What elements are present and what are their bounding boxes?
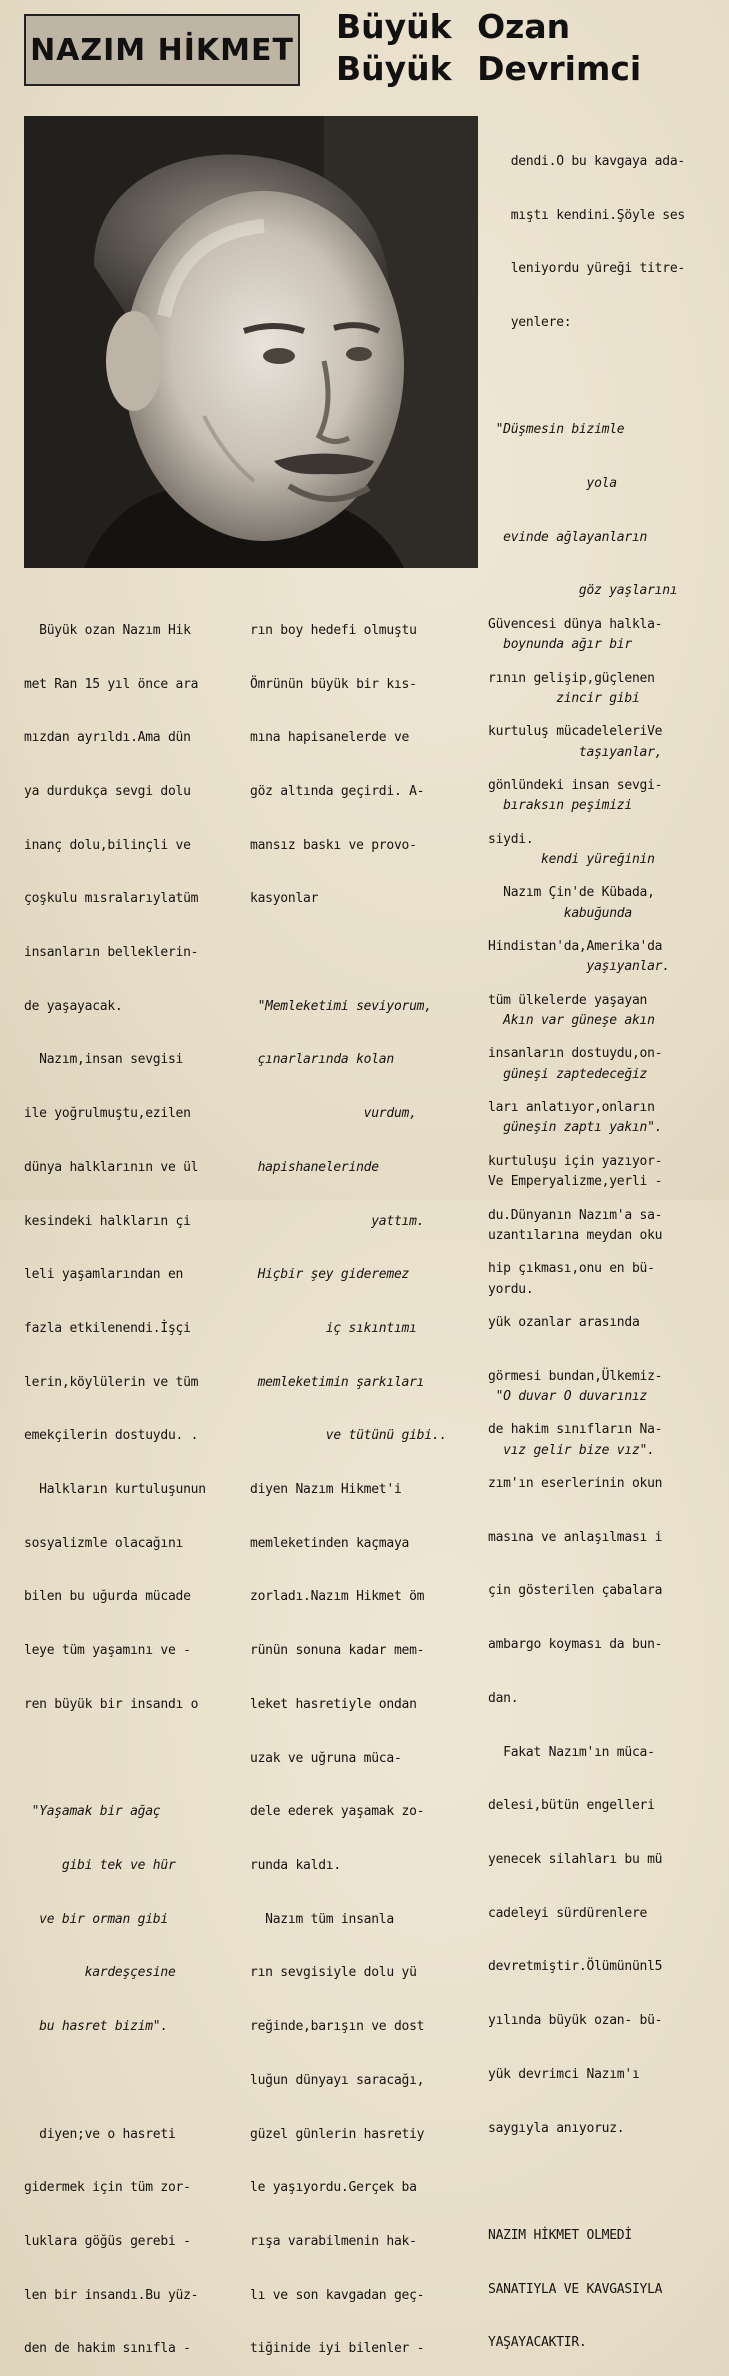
text-line: zım'ın eserlerinin okun xyxy=(488,1476,663,1492)
closing-line: YAŞAYACAKTIR. xyxy=(488,2335,587,2351)
poem-line: "Düşmesin bizimle xyxy=(488,422,625,438)
name-title: NAZIM HİKMET xyxy=(30,32,294,68)
text-line: runda kaldı. xyxy=(250,1857,341,1873)
poem-line: "O duvar O duvarınız xyxy=(488,1388,648,1404)
text-line: Güvencesi dünya halkla- xyxy=(488,616,663,632)
poem-line: kendi yüreğinin xyxy=(488,851,655,867)
text-line: rünün sonuna kadar mem- xyxy=(250,1643,425,1659)
poem-line: taşıyanlar, xyxy=(488,744,663,760)
text-line: Ve Emperyalizme,yerli - xyxy=(488,1174,663,1190)
text-line: gönlündeki insan sevgi- xyxy=(488,777,663,793)
text-line: mızdan ayrıldı.Ama dün xyxy=(24,730,191,746)
poem-line: boynunda ağır bir xyxy=(488,637,632,653)
text-line: hip çıkması,onu en bü- xyxy=(488,1261,655,1277)
text-line: yordu. xyxy=(488,1281,534,1297)
closing-line: SANATIYLA VE KAVGASIYLA xyxy=(488,2281,663,2297)
text-line: cadeleyi sürdürenlere xyxy=(488,1905,648,1921)
portrait-photo xyxy=(24,116,478,568)
text-line: mansız baskı ve provo- xyxy=(250,837,417,853)
text-line: zorladı.Nazım Hikmet öm xyxy=(250,1589,425,1605)
text-line: luklara göğüs gerebi - xyxy=(24,2233,191,2249)
text-line: Nazım Çin'de Kübada, xyxy=(488,885,655,901)
text-line: göz altında geçirdi. A- xyxy=(250,783,425,799)
text-line: leli yaşamlarından en xyxy=(24,1267,184,1283)
text-line: ları anlatıyor,onların xyxy=(488,1100,655,1116)
headline-line-1: Büyük Ozan xyxy=(336,7,571,46)
poem-line: ve bir orman gibi xyxy=(24,1911,168,1927)
poem-line: memleketimin şarkıları xyxy=(250,1374,425,1390)
text-line: delesi,bütün engelleri xyxy=(488,1798,655,1814)
poem-line: göz yaşlarını xyxy=(488,583,678,599)
text-line: rının gelişip,güçlenen xyxy=(488,670,655,686)
text-line: fazla etkilenendi.İşçi xyxy=(24,1320,191,1336)
name-title-box xyxy=(24,14,300,86)
poem-line: vurdum, xyxy=(250,1106,417,1122)
text-line: emekçilerin dostuydu. . xyxy=(24,1428,199,1444)
poem-line: güneşi zaptedeceğiz xyxy=(488,1066,648,1082)
poem-line: güneşin zaptı yakın". xyxy=(488,1120,663,1136)
text-line: leye tüm yaşamını ve - xyxy=(24,1643,191,1659)
text-line: du.Dünyanın Nazım'a sa- xyxy=(488,1207,663,1223)
text-line: mına hapisanelerde ve xyxy=(250,730,410,746)
poem-line: iç sıkıntımı xyxy=(250,1320,417,1336)
text-line: sosyalizmle olacağını xyxy=(24,1535,184,1551)
poem-line: zincir gibi xyxy=(488,690,640,706)
text-line: siydi. xyxy=(488,831,534,847)
poem-line: Akın var güneşe akın xyxy=(488,1013,655,1029)
text-line: Büyük ozan Nazım Hik xyxy=(24,622,191,638)
article-column-3-bottom xyxy=(488,580,720,2370)
text-line: uzak ve uğruna müca- xyxy=(250,1750,402,1766)
text-line: inanç dolu,bilinçli ve xyxy=(24,837,191,853)
blank-line xyxy=(488,368,720,386)
text-line: lerin,köylülerin ve tüm xyxy=(24,1374,199,1390)
text-line: rın sevgisiyle dolu yü xyxy=(250,1965,417,1981)
poem-line: çınarlarında kolan xyxy=(250,1052,394,1068)
text-line: Ömrünün büyük bir kıs- xyxy=(250,676,417,692)
poem-line: yola xyxy=(488,476,617,492)
text-line: diyen;ve o hasreti xyxy=(24,2126,176,2142)
text-line: dendi.O bu kavgaya ada- xyxy=(488,153,685,169)
text-line: saygıyla anıyoruz. xyxy=(488,2120,625,2136)
text-line: Nazım,insan sevgisi xyxy=(24,1052,184,1068)
text-line: uzantılarına meydan oku xyxy=(488,1227,663,1243)
text-line: reğinde,barışın ve dost xyxy=(250,2019,425,2035)
poem-line: ve tütünü gibi.. xyxy=(250,1428,447,1444)
text-line: ambargo koyması da bun- xyxy=(488,1637,663,1653)
closing-line: NAZIM HİKMET OLMEDİ xyxy=(488,2227,632,2243)
text-line: kurtuluş mücadeleleriVe xyxy=(488,724,663,740)
text-line: Nazım tüm insanla xyxy=(250,1911,394,1927)
text-line: yılında büyük ozan- bü- xyxy=(488,2013,663,2029)
text-line: rın boy hedefi olmuştu xyxy=(250,622,417,638)
poem-line: "Yaşamak bir ağaç xyxy=(24,1804,161,1820)
text-line: Hindistan'da,Amerika'da xyxy=(488,939,663,955)
text-line: devretmiştir.Ölümününl5 xyxy=(488,1959,663,1975)
text-line: kesindeki halkların çi xyxy=(24,1213,191,1229)
text-line: diyen Nazım Hikmet'i xyxy=(250,1482,402,1498)
text-line: kasyonlar xyxy=(250,891,319,907)
text-line: ya durdukça sevgi dolu xyxy=(24,783,191,799)
poem-line: vız gelir bize vız". xyxy=(488,1442,655,1458)
poem-line: kardeşçesine xyxy=(24,1965,176,1981)
text-line: tiğinide iyi bilenler - xyxy=(250,2341,425,2357)
text-line: kurtuluşu için yazıyor- xyxy=(488,1153,663,1169)
poem-line: evinde ağlayanların xyxy=(488,529,648,545)
text-line: yük ozanlar arasında xyxy=(488,1314,640,1330)
text-line: yenlere: xyxy=(488,314,572,330)
text-line: güzel günlerin hasretiy xyxy=(250,2126,425,2142)
text-line: memleketinden kaçmaya xyxy=(250,1535,410,1551)
blank-line xyxy=(24,2072,234,2090)
text-line: yük devrimci Nazım'ı xyxy=(488,2066,640,2082)
text-line: insanların dostuydu,on- xyxy=(488,1046,663,1062)
blank-line xyxy=(488,2173,720,2191)
text-line: ile yoğrulmuştu,ezilen xyxy=(24,1106,191,1122)
text-line: gidermek için tüm zor- xyxy=(24,2180,191,2196)
headline-line-2: Büyük Devrimci xyxy=(336,49,642,88)
text-line: den de hakim sınıfla - xyxy=(24,2341,191,2357)
portrait-illustration xyxy=(24,116,478,568)
poem-line: gibi tek ve hür xyxy=(24,1857,176,1873)
text-line: de yaşayacak. xyxy=(24,998,123,1014)
text-line: masına ve anlaşılması i xyxy=(488,1529,663,1545)
text-line: met Ran 15 yıl önce ara xyxy=(24,676,199,692)
headline xyxy=(336,6,716,90)
text-line: de hakim sınıfların Na- xyxy=(488,1422,663,1438)
text-line: len bir insandı.Bu yüz- xyxy=(24,2287,199,2303)
article-column-1 xyxy=(24,586,234,2376)
text-line: çoşkulu mısralarıylatüm xyxy=(24,891,199,907)
poem-line: yattım. xyxy=(250,1213,425,1229)
poem-line: hapishanelerinde xyxy=(250,1159,379,1175)
text-line: tüm ülkelerde yaşayan xyxy=(488,992,648,1008)
poem-line: yaşıyanlar. xyxy=(488,959,670,975)
text-line: leket hasretiyle ondan xyxy=(250,1696,417,1712)
blank-line xyxy=(250,944,472,962)
text-line: dan. xyxy=(488,1690,519,1706)
text-line: yenecek silahları bu mü xyxy=(488,1851,663,1867)
text-line: dünya halklarının ve ül xyxy=(24,1159,199,1175)
poem-line: kabuğunda xyxy=(488,905,632,921)
text-line: dele ederek yaşamak zo- xyxy=(250,1804,425,1820)
text-line: insanların belleklerin- xyxy=(24,945,199,961)
article-column-2 xyxy=(250,586,472,2376)
poem-line: "Memleketimi seviyorum, xyxy=(250,998,432,1014)
text-line: çin gösterilen çabalara xyxy=(488,1583,663,1599)
text-line: rışa varabilmenin hak- xyxy=(250,2233,417,2249)
poem-line: Hiçbir şey gideremez xyxy=(250,1267,410,1283)
poem-line: bıraksın peşimizi xyxy=(488,798,632,814)
text-line: mıştı kendini.Şöyle ses xyxy=(488,207,685,223)
text-line: ren büyük bir insandı o xyxy=(24,1696,199,1712)
text-line: lı ve son kavgadan geç- xyxy=(250,2287,425,2303)
text-line: le yaşıyordu.Gerçek ba xyxy=(250,2180,417,2196)
text-line: leniyordu yüreği titre- xyxy=(488,261,685,277)
text-line: Halkların kurtuluşunun xyxy=(24,1482,206,1498)
text-line: Fakat Nazım'ın müca- xyxy=(488,1744,655,1760)
text-line: luğun dünyayı saracağı, xyxy=(250,2072,425,2088)
text-line: bilen bu uğurda mücade xyxy=(24,1589,191,1605)
blank-line xyxy=(24,1750,234,1768)
text-line: görmesi bundan,Ülkemiz- xyxy=(488,1368,663,1384)
poem-line: bu hasret bizim". xyxy=(24,2019,168,2035)
